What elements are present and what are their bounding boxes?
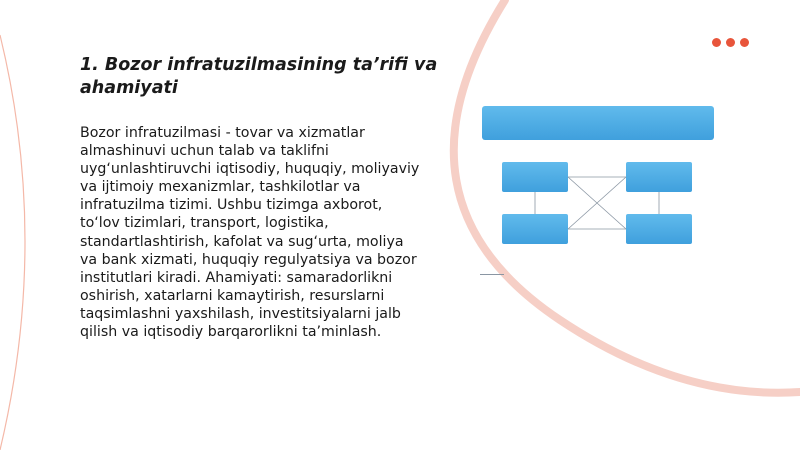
diagram-rule: [480, 274, 504, 275]
diagram-image: [476, 102, 720, 292]
body-paragraph: Bozor infratuzilmasi - tovar va xizmatlar almashinuvi uchun talab va taklifni uyg‘unlashtiruvchi iqtisodiy, huquqiy, moliyaviy va ijtimoiy mexanizmlar, tashkilotlar va infratuzilma tizimi. Ushbu tizimga axborot, to‘lov tizimlari, transport, logistika, standartlashtirish, kafolat va sug‘urta, moliya va bank xizmati, huquqiy regulyatsiya va bozor institutlari kiradi. Ahamiyati: samaradorlikni oshirish, xatarlarni kamaytirish, resurslarni taqsimlashni yaxshilash, investitsiyalarni jalb qilish va iqtisodiy barqarorlikni ta’minlash.: [80, 125, 420, 341]
page-title: 1. Bozor infratuzilmasining ta’rifi va ahamiyati: [80, 55, 438, 98]
three-dots-icon: [712, 38, 749, 47]
dot: [740, 38, 749, 47]
dot: [712, 38, 721, 47]
dot: [726, 38, 735, 47]
diagram-connectors: [476, 102, 720, 292]
